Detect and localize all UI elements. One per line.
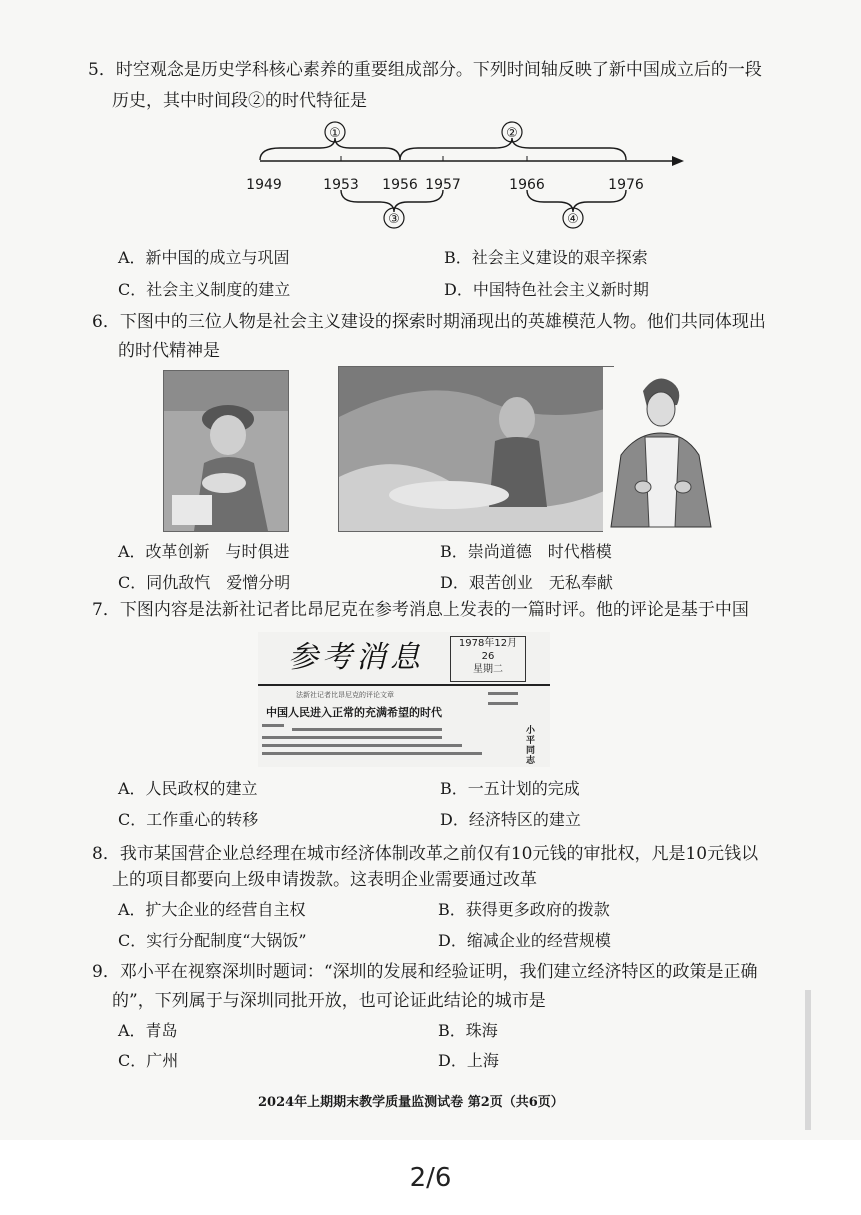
newspaper-masthead: 参考消息 [288,640,424,675]
exam-footer: 2024年上期期末教学质量监测试卷 第2页（共6页） [258,1095,564,1110]
q5-option-a[interactable]: A．新中国的成立与巩固 [118,248,290,267]
newspaper-headline: 中国人民进入正常的充满希望的时代 [266,706,442,719]
q6-option-a[interactable]: A．改革创新 与时俱进 [118,542,290,561]
q7-option-b[interactable]: B．一五计划的完成 [440,779,580,798]
timeline-label-4: ④ [567,212,579,227]
q9-option-b[interactable]: B．珠海 [438,1021,498,1040]
q8-option-c[interactable]: C．实行分配制度“大锅饭” [118,931,307,950]
timeline-year-1976: 1976 [608,177,644,193]
timeline-year-1956: 1956 [382,177,418,193]
q8-option-b[interactable]: B．获得更多政府的拨款 [438,900,610,919]
q9-option-d[interactable]: D．上海 [438,1051,499,1070]
newspaper-side-column: 小平同志 [526,726,536,766]
q6-option-d[interactable]: D．艰苦创业 无私奉献 [440,573,613,592]
timeline-year-1957: 1957 [425,177,461,193]
timeline-label-3: ③ [388,212,400,227]
q6-stem-line2: 的时代精神是 [118,341,220,361]
hero-photo-worker-oilfield [338,366,614,532]
paper-edge-shadow [805,990,811,1130]
page-number-indicator: 2/6 [409,1163,452,1193]
newspaper-text-line [262,736,442,739]
newspaper-date-box [450,636,526,682]
q6-option-c[interactable]: C．同仇敌忾 爱憎分明 [118,573,291,592]
timeline-year-1949: 1949 [246,177,282,193]
q5-timeline [240,120,690,230]
newspaper-text-line [262,724,284,727]
newspaper-date-line3: 星期二 [473,664,503,675]
q9-stem-line2: 的”，下列属于与深圳同批开放，也可论证此结论的城市是 [112,991,546,1011]
q6-option-b[interactable]: B．崇尚道德 时代楷模 [440,542,612,561]
q8-option-a[interactable]: A．扩大企业的经营自主权 [118,900,306,919]
hero-drawing-teacher [603,367,715,533]
q6-stem-line1: 6．下图中的三位人物是社会主义建设的探索时期涌现出的英雄模范人物。他们共同体现出 [92,312,766,332]
q8-stem-line1: 8．我市某国营企业总经理在城市经济体制改革之前仅有10元钱的审批权，凡是10元钱以 [92,844,759,864]
newspaper-text-line [262,752,482,755]
newspaper-text-line [292,728,442,731]
newspaper-clipping [258,632,550,767]
newspaper-date-line2: 26 [481,651,495,662]
q7-option-d[interactable]: D．经济特区的建立 [440,810,581,829]
q5-option-b[interactable]: B．社会主义建设的艰辛探索 [444,248,648,267]
q9-option-c[interactable]: C．广州 [118,1051,179,1070]
newspaper-text-line [262,744,462,747]
q9-option-a[interactable]: A．青岛 [118,1021,178,1040]
q9-stem-line1: 9．邓小平在视察深圳时题词：“深圳的发展和经验证明，我们建立经济特区的政策是正确 [92,962,758,982]
timeline-year-1966: 1966 [509,177,545,193]
q5-stem-line1: 5．时空观念是历史学科核心素养的重要组成部分。下列时间轴反映了新中国成立后的一段 [88,60,762,80]
newspaper-text-line [488,702,518,705]
q7-stem-line1: 7．下图内容是法新社记者比昂尼克在参考消息上发表的一篇时评。他的评论是基于中国 [92,600,749,620]
timeline-label-2: ② [506,126,518,141]
q5-option-d[interactable]: D．中国特色社会主义新时期 [444,280,649,299]
q8-stem-line2: 上的项目都要向上级申请拨款。这表明企业需要通过改革 [112,870,537,890]
newspaper-text-line [488,692,518,695]
q7-option-c[interactable]: C．工作重心的转移 [118,810,259,829]
q5-stem-line2: 历史，其中时间段②的时代特征是 [112,91,367,111]
q5-option-c[interactable]: C．社会主义制度的建立 [118,280,291,299]
newspaper-date-line1: 1978年12月 [458,638,518,649]
timeline-year-1953: 1953 [323,177,359,193]
newspaper-subheadline: 法新社记者比昂尼克的评论文章 [296,691,394,699]
newspaper-rule [258,684,550,686]
timeline-label-1: ① [329,126,341,141]
hero-photo-soldier [163,370,289,532]
q7-option-a[interactable]: A．人民政权的建立 [118,779,258,798]
q8-option-d[interactable]: D．缩减企业的经营规模 [438,931,611,950]
